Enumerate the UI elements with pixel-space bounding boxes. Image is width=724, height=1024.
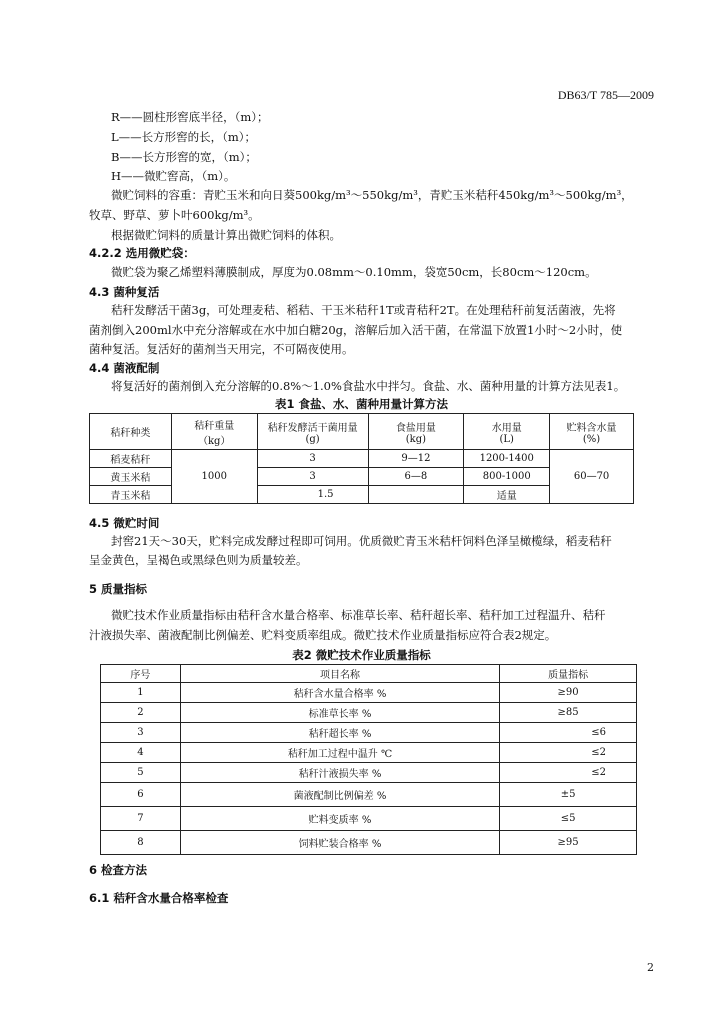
def-h: H——微贮窖高，（m）。	[111, 169, 236, 183]
table-cell: 秸秆超长率 %	[180, 723, 499, 743]
t2-h-std: 质量指标	[500, 665, 637, 683]
para-time-2: 呈金黄色，呈褐色或黑绿色则为质量较差。	[89, 553, 308, 567]
table1-caption: 表1 食盐、水、菌种用量计算方法	[274, 397, 448, 411]
para-bag: 微贮袋为聚乙烯塑料薄膜制成，厚度为0.08mm～0.10mm，袋宽50cm，长80cm～120cm。	[111, 265, 597, 279]
table-cell: 标准草长率 %	[180, 703, 499, 723]
table-row: 4	[101, 743, 181, 763]
table-row: 3	[101, 723, 181, 743]
heading-4-4: 4.4 菌液配制	[89, 361, 160, 375]
table-cell: 1.5	[257, 486, 368, 504]
table-cell: 1200-1400	[464, 450, 550, 468]
table-cell: ≤5	[500, 807, 637, 831]
t1-weight: 1000	[171, 450, 257, 504]
table-cell: 适量	[464, 486, 550, 504]
para-revive-2: 菌剂倒入200ml水中充分溶解或在水中加白糖20g，溶解后加入活干菌，在常温下放置1小时～2小时，使	[89, 323, 623, 337]
para-time-1: 封窖21天～30天，贮料完成发酵过程即可饲用。优质微贮青玉米秸杆饲料色泽呈橄榄绿，稻麦秸秆	[111, 534, 612, 548]
para-density-2: 牧草、野草、萝卜叶600kg/m³。	[89, 208, 260, 222]
table-row: 2	[101, 703, 181, 723]
def-r: R——圆柱形窖底半径，（m）；	[111, 110, 269, 124]
para-solution: 将复活好的菌剂倒入充分溶解的0.8%～1.0%食盐水中拌匀。食盐、水、菌种用量的计算方法见表1。	[111, 379, 626, 393]
table-row: 8	[101, 831, 181, 855]
table-cell: 秸秆含水量合格率 %	[180, 683, 499, 703]
heading-4-2-2: 4.2.2 选用微贮袋：	[89, 246, 195, 260]
table-cell: 6—8	[368, 468, 464, 486]
table2	[100, 664, 637, 855]
table-cell: ≤6	[500, 723, 637, 743]
para-revive-1: 秸秆发酵活干菌3g，可处理麦秸、稻秸、干玉米秸秆1T或青秸秆2T。在处理秸秆前复活菌液，先将	[111, 303, 616, 317]
page-number: 2	[647, 961, 654, 974]
para-quality-1: 微贮技术作业质量指标由秸秆含水量合格率、标准草长率、秸秆超长率、秸秆加工过程温升、秸秆	[111, 608, 606, 622]
table-row: 5	[101, 763, 181, 783]
table-cell: 秸秆加工过程中温升 ℃	[180, 743, 499, 763]
t1-h-moist: 贮料含水量 (%)	[550, 414, 634, 450]
table-cell: ±5	[500, 783, 637, 807]
para-quality-2: 汁液损失率、菌液配制比例偏差、贮料变质率组成。微贮技术作业质量指标应符合表2规定。	[89, 628, 557, 642]
def-l: L——长方形窖的长，（m）；	[111, 130, 257, 144]
table-row: 黄玉米秸	[90, 468, 172, 486]
table-cell: ≥95	[500, 831, 637, 855]
table-cell: ≤2	[500, 763, 637, 783]
table-cell: 3	[257, 468, 368, 486]
table-row: 青玉米秸	[90, 486, 172, 504]
table-cell: ≥90	[500, 683, 637, 703]
table-cell: 饲料贮装合格率 %	[180, 831, 499, 855]
table-cell: 秸秆汁液损失率 %	[180, 763, 499, 783]
t1-h-salt: 食盐用量 (kg)	[368, 414, 464, 450]
t1-h-type: 秸秆种类	[90, 414, 172, 450]
table-cell	[368, 486, 464, 504]
table-row: 6	[101, 783, 181, 807]
table-cell: 800-1000	[464, 468, 550, 486]
para-density-1: 微贮饲料的容重：青贮玉米和向日葵500kg/m³～550kg/m³，青贮玉米秸秆450kg/m³～500kg/m³，	[111, 188, 633, 202]
table-cell: ≤2	[500, 743, 637, 763]
heading-5: 5 质量指标	[89, 582, 148, 596]
t1-moist: 60—70	[550, 450, 634, 504]
table-cell: ≥85	[500, 703, 637, 723]
doc-id: DB63/T 785—2009	[557, 88, 654, 102]
table-cell: 3	[257, 450, 368, 468]
t2-h-item: 项目名称	[180, 665, 499, 683]
table-cell: 贮料变质率 %	[180, 807, 499, 831]
heading-6-1: 6.1 秸秆含水量合格率检查	[89, 891, 229, 905]
table-cell: 菌液配制比例偏差 %	[180, 783, 499, 807]
para-revive-3: 菌种复活。复活好的菌剂当天用完，不可隔夜使用。	[89, 342, 354, 356]
def-b: B——长方形窖的宽，（m）；	[111, 150, 257, 164]
table-row: 稻麦秸秆	[90, 450, 172, 468]
table1	[89, 413, 634, 504]
t1-h-weight: 秸秆重量 （kg）	[171, 414, 257, 450]
heading-4-3: 4.3 菌种复活	[89, 285, 160, 299]
table-row: 7	[101, 807, 181, 831]
table-row: 1	[101, 683, 181, 703]
t1-h-agent: 秸秆发酵活干菌用量 (g)	[257, 414, 368, 450]
table2-caption: 表2 微贮技术作业质量指标	[292, 648, 431, 662]
para-volume: 根据微贮饲料的质量计算出微贮饲料的体积。	[111, 228, 341, 242]
t2-h-no: 序号	[101, 665, 181, 683]
heading-6: 6 检查方法	[89, 863, 148, 877]
heading-4-5: 4.5 微贮时间	[89, 516, 160, 530]
table-cell: 9—12	[368, 450, 464, 468]
t1-h-water: 水用量 (L)	[464, 414, 550, 450]
